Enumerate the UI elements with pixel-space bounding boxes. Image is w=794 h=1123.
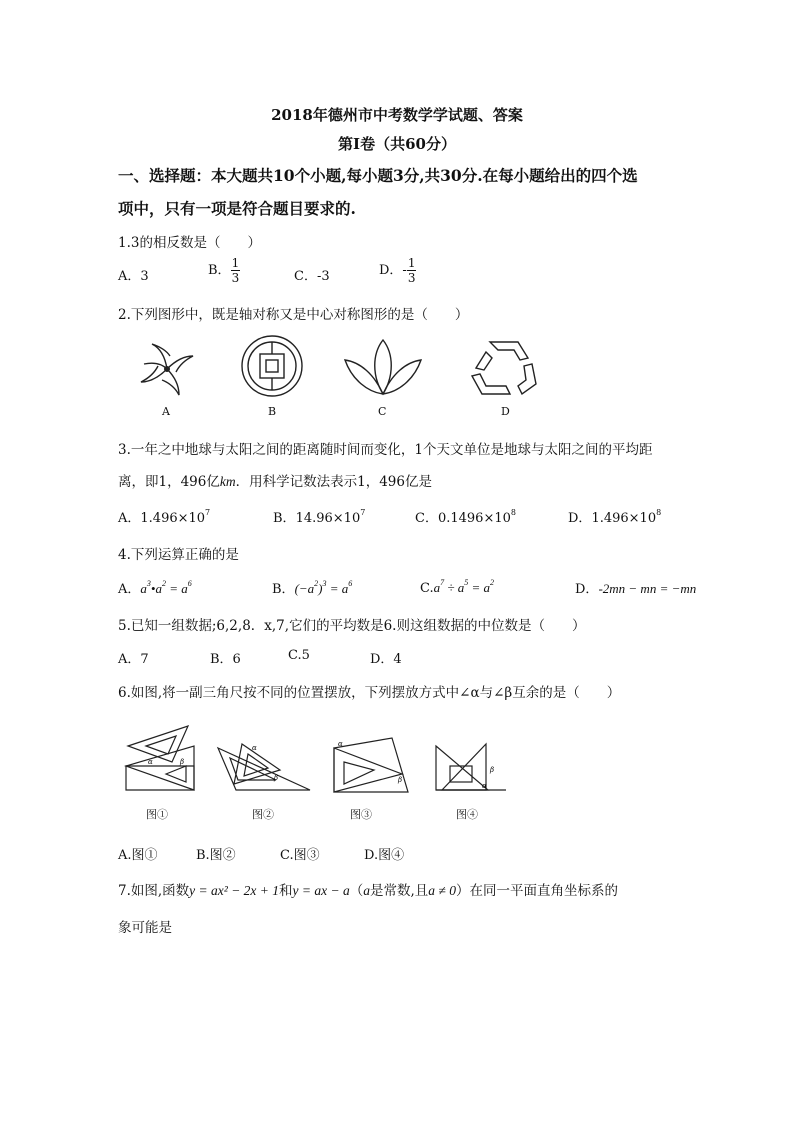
svg-text:α: α	[482, 782, 487, 790]
q6-fig-label-3: 图③	[350, 808, 372, 821]
q6-figure-2	[216, 740, 312, 792]
q2-label-b: B	[268, 405, 277, 418]
q5-option-a: A．7	[118, 652, 149, 667]
q6-option-b: B.图②	[196, 848, 236, 863]
svg-text:β: β	[180, 758, 185, 766]
svg-text:β: β	[274, 774, 279, 782]
q2-stem: 2.下列图形中，既是轴对称又是中心对称图形的是（ ）	[118, 307, 469, 323]
q4-stem: 4.下列运算正确的是	[118, 547, 239, 563]
svg-text:β: β	[398, 776, 403, 784]
q3-line2	[118, 470, 432, 490]
q5-option-c: C.5	[288, 648, 310, 663]
q2-figure-c	[342, 336, 424, 398]
q7-line2: 象可能是	[118, 920, 172, 936]
q4-option-b: B．$(-a^2)^3 = a^6$	[272, 579, 353, 597]
q4-option-c: $C.a^7 \div a^5 = a^2$	[420, 578, 495, 596]
q7-func2: y = ax − a	[292, 883, 350, 898]
q3-line2-a: 离，即1，496亿	[118, 474, 220, 490]
section-heading-line1: 一、选择题：本大题共10个小题,每小题3分,共30分.在每小题给出的四个选	[118, 166, 638, 185]
q4-option-d: D．-2mn − mn = −mn	[575, 581, 697, 597]
q5-stem: 5.已知一组数据;6,2,8．x,7,它们的平均数是6.则这组数据的中位数是（ ）	[118, 618, 586, 634]
q1-option-d-prefix: D．-	[379, 263, 407, 278]
page-subtitle: 第Ⅰ卷（共60分）	[338, 135, 456, 153]
q2-label-d: D	[501, 405, 510, 418]
q1-option-b	[208, 256, 240, 285]
q1-option-a: A．3	[118, 269, 149, 284]
q2-figure-d	[470, 338, 538, 396]
section-heading-line2: 项中，只有一项是符合题目要求的.	[118, 199, 356, 218]
svg-text:α: α	[252, 744, 257, 752]
q2-figure-a	[132, 334, 202, 404]
q3-line1: 3.一年之中地球与太阳之间的距离随时间而变化，1个天文单位是地球与太阳之间的平均距	[118, 442, 653, 458]
page-title: 2018年德州市中考数学学试题、答案	[271, 106, 523, 124]
q3-option-c: C．$0.1496\times 10^8$	[415, 508, 516, 526]
q3-line2-b: ．用科学记数法表示1，496亿是	[235, 474, 432, 490]
svg-text:α: α	[148, 758, 153, 766]
q1-option-d	[379, 256, 416, 285]
q6-stem: 6.如图,将一副三角尺按不同的位置摆放，下列摆放方式中∠α与∠β互余的是（ ）	[118, 685, 621, 701]
q6-fig-label-4: 图④	[456, 808, 478, 821]
q6-figure-3	[332, 736, 410, 794]
svg-text:β: β	[490, 766, 495, 774]
svg-text:α: α	[338, 740, 343, 748]
q6-figure-4	[434, 742, 508, 792]
q1-stem: 1.3的相反数是（ ）	[118, 235, 261, 251]
q6-fig-label-1: 图①	[146, 808, 168, 821]
q3-option-d: D．$1.496\times 10^8$	[568, 508, 662, 526]
q2-label-c: C	[378, 405, 387, 418]
q7-line1: 7.如图,函数y = ax² − 2x + 1和y = ax − a（a是常数,且a ≠ 0）在同一平面直角坐标系的	[118, 883, 618, 899]
q6-option-d: D.图④	[364, 848, 405, 863]
q1-option-d-fraction: $\frac{1}{3}$	[407, 256, 416, 285]
q5-option-d: D．4	[370, 652, 402, 667]
q1-option-c: C．-3	[294, 269, 330, 284]
q3-option-a: A．$1.496\times 10^7$	[118, 508, 211, 526]
q2-figure-b	[240, 334, 304, 398]
q1-option-b-prefix: B．	[208, 263, 231, 278]
q5-option-b: B．6	[210, 652, 241, 667]
q6-option-a: A.图①	[118, 848, 158, 863]
q1-option-b-fraction: $\frac{1}{3}$	[231, 256, 240, 285]
q6-fig-label-2: 图②	[252, 808, 274, 821]
q3-option-b: B．$14.96\times 10^7$	[273, 508, 366, 526]
q7-func1: y = ax² − 2x + 1	[189, 883, 280, 898]
q3-unit: km	[219, 474, 236, 489]
q6-option-c: C.图③	[280, 848, 320, 863]
q4-option-a: A．$a^3•a^2 = a^6$	[118, 579, 192, 597]
q2-label-a: A	[162, 405, 170, 418]
q6-figure-1	[124, 722, 196, 792]
q7-condition: a ≠ 0	[428, 883, 456, 898]
